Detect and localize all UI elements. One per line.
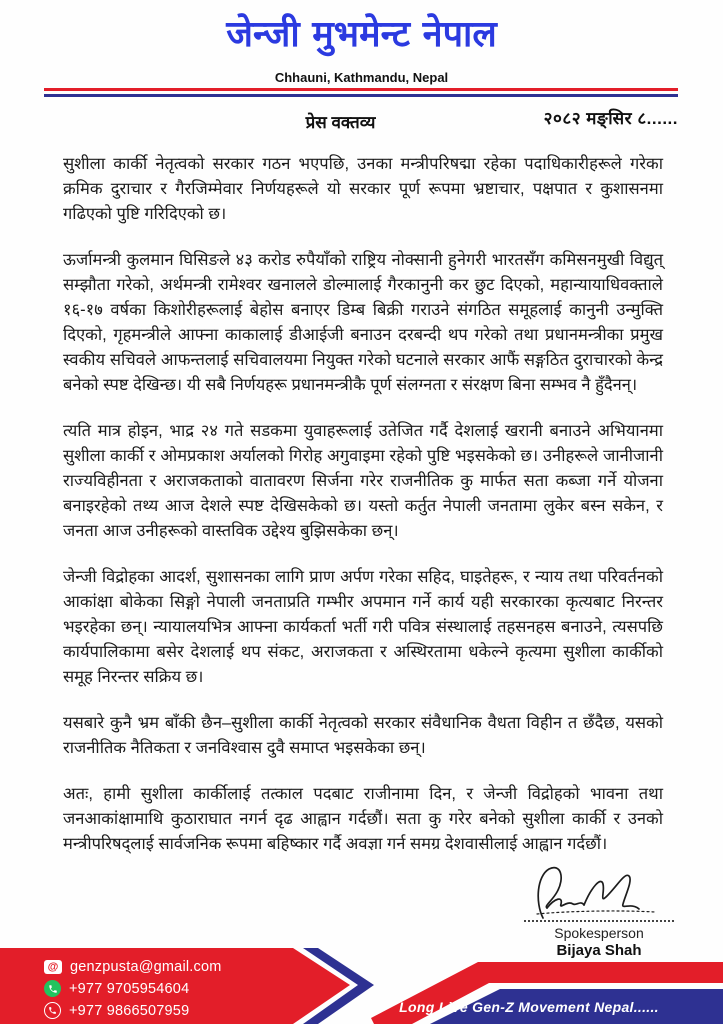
phone-icon: [44, 1002, 61, 1019]
signatory-name: Bijaya Shah: [556, 942, 642, 959]
paragraph-1: सुशीला कार्की नेतृत्वको सरकार गठन भएपछि, उनका मन्त्रीपरिषद्मा रहेका पदाधिकारीहरूले गरेका क्रमिक दुराचार र गैरजिम्मेवार निर्णयहरूले यो सरकार पूर्ण रूपमा भ्रष्टाचार, पक्षपात र कुशासनमा गढिएको पुष्टि गरिदिएको छ।: [63, 155, 663, 223]
paragraph-3: त्यति मात्र होइन, भाद्र २४ गते सडकमा युवाहरूलाई उतेजित गर्दै देशलाई खरानी बनाउने अभियानमा सुशीला कार्की र ओमप्रकाश अर्यालको गिरोह अगुवाइमा रहेको पुष्टि भइसकेको छ। उनीहरूले जानीजानी राज्यविहीनता र अराजकताको वातावरण सिर्जना गरेर राजनीतिक कु मार्फत सता कब्जा गर्ने योजना बनाइरहेको तथ्य आज देशले स्पष्ट देखिसकेको छ। यस्तो कर्तुत नेपाली जनतामा लुकेर बस्न सकेन, र जनता आज उनीहरूको वास्तविक उद्देश्य बुझिसकेका छन्।: [63, 422, 663, 540]
header-divider-blue: [44, 94, 678, 97]
whatsapp-icon: [44, 980, 61, 997]
paragraph-6: अतः, हामी सुशीला कार्कीलाई तत्काल पदबाट राजीनामा दिन, र जेन्जी विद्रोहको भावना तथा जनआकांक्षामाथि कुठाराघात नगर्न दृढ आह्वान गर्दछौं। सता कु गरेर बनेको सुशीला कार्की र उनको मन्त्रीपरिषद्लाई सार्वजनिक रूपमा बहिष्कार गर्दै अवज्ञा गर्न समग्र देशवासीलाई आह्वान गर्दछौं।: [63, 785, 663, 853]
document-type-heading: प्रेस वक्तव्य: [305, 113, 376, 132]
paragraph-4: जेन्जी विद्रोहका आदर्श, सुशासनका लागि प्राण अर्पण गरेका सहिद, घाइतेहरू, र न्याय तथा परिवर्तनको आकांक्षा बोकेका सिङ्गो नेपाली जनताप्रति गम्भीर अपमान गर्ने कार्य यही सरकारका कृत्यबाट निरन्तर भइरहेका छन्। न्यायालयभित्र आफ्ना कार्यकर्ता भर्ती गरी पवित्र संस्थालाई तहसनहस बनाउने, त्यसपछि कार्यपालिकामा बसेर देशलाई थप संकट, अराजकता र अस्थिरतामा धकेल्ने कृत्यमा सुशीला कार्कीको समूह निरन्तर सक्रिय छ।: [63, 568, 663, 686]
email-address: genzpusta@gmail.com: [70, 958, 222, 975]
footer-slogan: Long Live Gen-Z Movement Nepal......: [399, 999, 659, 1015]
header-divider-red: [44, 88, 678, 91]
contact-list: [44, 956, 222, 1022]
paragraph-2: ऊर्जामन्त्री कुलमान घिसिङले ४३ करोड रुपैयाँको राष्ट्रिय नोक्सानी हुनेगरी भारतसँग कमिसनमुखी विद्युत् सम्झौता गरेको, अर्थमन्त्री रामेश्वर खनालले डोल्मालाई गैरकानुनी कर छुट दिएको, महान्यायाधिवक्ताले १६-१७ वर्षका किशोरीहरूलाई बेहोस बनाएर डिम्ब बिक्री गराउने संगठित समूहलाई कानुनी उन्मुक्ति दिएको, गृहमन्त्रीले आफ्ना काकालाई डीआईजी बनाउन दरबन्दी थप गरेको तथा प्रधानमन्त्रीका प्रमुख स्वकीय सचिवले आफन्तलाई सचिवालयमा नियुक्त गरेको घटनाले सरकार आफैं सङ्गठित दुराचारको केन्द्र बनेको स्पष्ट देखिन्छ। यी सबै निर्णयहरू प्रधानमन्त्रीकै पूर्ण संलग्नता र संरक्षण बिना सम्भव नै हुँदैनन्।: [63, 251, 663, 394]
handwritten-signature: [529, 862, 669, 924]
contact-row-phone: [44, 1000, 222, 1021]
organization-address: Chhauni, Kathmandu, Nepal: [274, 70, 449, 85]
contact-row-whatsapp: [44, 978, 222, 999]
meta-row: [63, 110, 678, 136]
paragraph-5: यसबारे कुनै भ्रम बाँकी छैन–सुशीला कार्की नेतृत्वको सरकार संवैधानिक वैधता विहीन त छँदैछ, यसको राजनीतिक नैतिकता र जनविश्वास दुवै समाप्त भइसकेका छन्।: [63, 714, 663, 757]
whatsapp-number: +977 9705954604: [69, 980, 190, 997]
organization-title: जेन्जी मुभमेन्ट नेपाल: [226, 14, 497, 55]
phone-number: +977 9866507959: [69, 1002, 190, 1019]
contact-row-email: [44, 956, 222, 977]
letter-body: [63, 152, 663, 878]
signatory-role: Spokesperson: [554, 925, 644, 941]
signature-line: [524, 920, 674, 922]
document-date: २०८२ मङ्सिर ८......: [543, 109, 678, 128]
email-icon: @: [44, 960, 62, 974]
